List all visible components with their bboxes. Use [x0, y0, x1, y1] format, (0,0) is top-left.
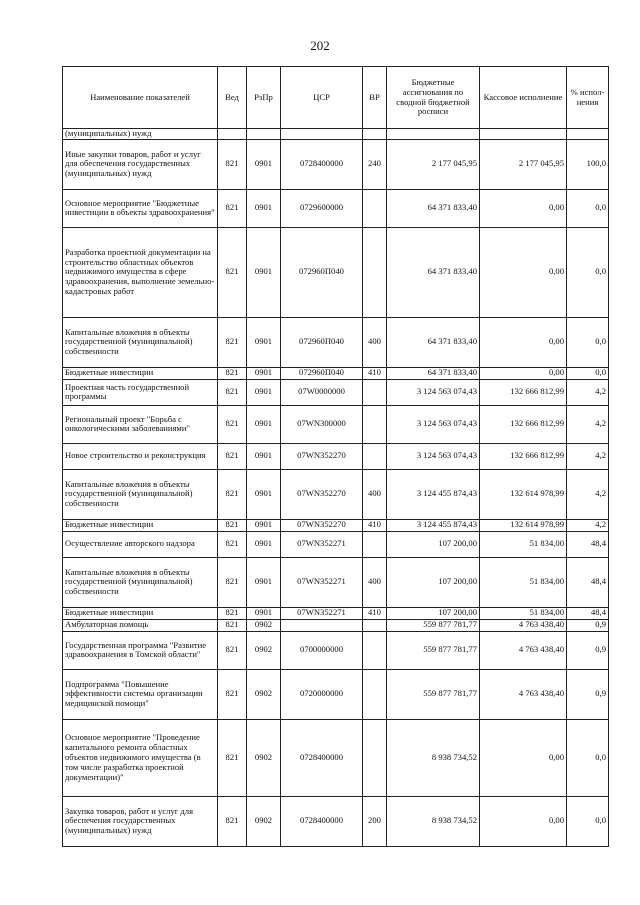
row-csr: 0720000000 — [281, 669, 363, 719]
table-row — [63, 719, 609, 796]
row-rzpr: 0901 — [247, 469, 281, 519]
row-csr: 0700000000 — [281, 631, 363, 669]
header-rzpr: РзПр — [247, 67, 281, 129]
row-execution-percent: 48,4 — [567, 557, 609, 607]
table-row — [63, 189, 609, 227]
row-name: Иные закупки товаров, работ и услуг для обеспечения государственных (муниципальных) нужд — [63, 139, 218, 189]
header-execution-percent: % испол-нения — [567, 67, 609, 129]
page-number: 202 — [310, 38, 330, 53]
row-rzpr: 0901 — [247, 531, 281, 557]
row-vr — [363, 531, 387, 557]
row-cash-execution: 0,00 — [480, 189, 567, 227]
header-cash-execution: Кассовое исполнение — [480, 67, 567, 129]
row-ved: 821 — [218, 367, 247, 379]
row-cash-execution: 4 763 438,40 — [480, 619, 567, 631]
table-row — [63, 469, 609, 519]
row-cash-execution: 132 666 812,99 — [480, 443, 567, 469]
row-assignment — [387, 129, 480, 140]
row-csr: 07W0000000 — [281, 379, 363, 405]
row-ved: 821 — [218, 557, 247, 607]
header-name: Наименование показателей — [63, 67, 218, 129]
row-ved: 821 — [218, 531, 247, 557]
row-vr: 200 — [363, 796, 387, 846]
row-ved: 821 — [218, 719, 247, 796]
row-cash-execution: 132 614 978,99 — [480, 469, 567, 519]
table-row — [63, 631, 609, 669]
row-name: Подпрограмма "Повышение эффективности системы организации медицинской помощи" — [63, 669, 218, 719]
row-assignment: 559 877 781,77 — [387, 619, 480, 631]
row-execution-percent: 48,4 — [567, 531, 609, 557]
row-csr — [281, 129, 363, 140]
row-rzpr: 0901 — [247, 227, 281, 317]
row-execution-percent: 0,0 — [567, 189, 609, 227]
row-assignment: 3 124 563 074,43 — [387, 405, 480, 443]
header-csr: ЦСР — [281, 67, 363, 129]
row-ved: 821 — [218, 619, 247, 631]
row-vr: 400 — [363, 557, 387, 607]
row-cash-execution: 4 763 438,40 — [480, 631, 567, 669]
header-ved: Вед — [218, 67, 247, 129]
row-name: Государственная программа "Развитие здравоохранения в Томской области" — [63, 631, 218, 669]
row-vr: 240 — [363, 139, 387, 189]
row-rzpr: 0902 — [247, 796, 281, 846]
row-name: Капитальные вложения в объекты государственной (муниципальной) собственности — [63, 469, 218, 519]
table-row — [63, 443, 609, 469]
row-assignment: 559 877 781,77 — [387, 669, 480, 719]
row-ved: 821 — [218, 469, 247, 519]
row-ved: 821 — [218, 379, 247, 405]
row-execution-percent: 0,0 — [567, 227, 609, 317]
row-cash-execution: 4 763 438,40 — [480, 669, 567, 719]
row-csr: 07WN352270 — [281, 443, 363, 469]
row-assignment: 559 877 781,77 — [387, 631, 480, 669]
row-name: Амбулаторная помощь — [63, 619, 218, 631]
header-assignments: Бюджетные ассигнования по сводной бюджетной росписи — [387, 67, 480, 129]
table-row — [63, 227, 609, 317]
row-cash-execution: 0,00 — [480, 227, 567, 317]
row-ved: 821 — [218, 607, 247, 619]
row-name: Капитальные вложения в объекты государственной (муниципальной) собственности — [63, 557, 218, 607]
row-cash-execution: 0,00 — [480, 367, 567, 379]
row-execution-percent: 0,0 — [567, 367, 609, 379]
table-row — [63, 796, 609, 846]
row-rzpr: 0901 — [247, 317, 281, 367]
row-ved: 821 — [218, 139, 247, 189]
row-ved: 821 — [218, 669, 247, 719]
row-vr: 400 — [363, 317, 387, 367]
row-csr: 0729600000 — [281, 189, 363, 227]
table-row — [63, 367, 609, 379]
row-execution-percent: 4,2 — [567, 519, 609, 531]
row-assignment: 107 200,00 — [387, 607, 480, 619]
row-assignment: 64 371 833,40 — [387, 227, 480, 317]
row-execution-percent: 0,0 — [567, 317, 609, 367]
row-vr: 410 — [363, 607, 387, 619]
budget-execution-table — [62, 66, 609, 847]
row-ved: 821 — [218, 443, 247, 469]
row-rzpr: 0901 — [247, 557, 281, 607]
row-ved: 821 — [218, 405, 247, 443]
row-csr: 0728400000 — [281, 796, 363, 846]
row-execution-percent: 0,0 — [567, 719, 609, 796]
row-cash-execution: 0,00 — [480, 719, 567, 796]
row-rzpr — [247, 129, 281, 140]
row-ved: 821 — [218, 189, 247, 227]
row-csr: 07WN352270 — [281, 519, 363, 531]
row-name: Региональный проект "Борьба с онкологическими заболеваниями" — [63, 405, 218, 443]
row-vr — [363, 379, 387, 405]
row-cash-execution: 0,00 — [480, 796, 567, 846]
row-ved: 821 — [218, 631, 247, 669]
row-assignment: 3 124 455 874,43 — [387, 469, 480, 519]
row-execution-percent: 4,2 — [567, 469, 609, 519]
row-execution-percent: 0,9 — [567, 619, 609, 631]
row-csr: 0728400000 — [281, 139, 363, 189]
table-row — [63, 557, 609, 607]
row-name: Основное мероприятие "Проведение капитального ремонта областных объектов недвижимого имущества (в том числе разработка проектной документации)" — [63, 719, 218, 796]
row-execution-percent: 0,9 — [567, 631, 609, 669]
row-execution-percent: 48,4 — [567, 607, 609, 619]
table-row — [63, 519, 609, 531]
row-csr: 0728400000 — [281, 719, 363, 796]
row-vr: 400 — [363, 469, 387, 519]
row-csr: 072960П040 — [281, 367, 363, 379]
row-name: Разработка проектной документации на строительство областных объектов недвижимого имущества в сфере здравоохранения, выполнение земельно-кадастровых работ — [63, 227, 218, 317]
row-cash-execution: 2 177 045,95 — [480, 139, 567, 189]
row-ved: 821 — [218, 317, 247, 367]
table-row — [63, 379, 609, 405]
row-name: Бюджетные инвестиции — [63, 519, 218, 531]
row-execution-percent: 0,0 — [567, 796, 609, 846]
table-row — [63, 607, 609, 619]
row-name: Осуществление авторского надзора — [63, 531, 218, 557]
row-cash-execution — [480, 129, 567, 140]
row-csr — [281, 619, 363, 631]
row-ved: 821 — [218, 227, 247, 317]
row-rzpr: 0902 — [247, 619, 281, 631]
row-execution-percent: 0,9 — [567, 669, 609, 719]
table-row — [63, 139, 609, 189]
row-name: Новое строительство и реконструкция — [63, 443, 218, 469]
row-assignment: 107 200,00 — [387, 531, 480, 557]
row-csr: 072960П040 — [281, 227, 363, 317]
row-rzpr: 0901 — [247, 443, 281, 469]
row-assignment: 64 371 833,40 — [387, 367, 480, 379]
row-vr — [363, 719, 387, 796]
row-cash-execution: 132 614 978,99 — [480, 519, 567, 531]
row-vr — [363, 631, 387, 669]
row-vr — [363, 129, 387, 140]
row-csr: 07WN352271 — [281, 607, 363, 619]
row-execution-percent: 4,2 — [567, 379, 609, 405]
table-row — [63, 619, 609, 631]
table-row — [63, 129, 609, 140]
table-header-row — [63, 67, 609, 129]
row-ved: 821 — [218, 796, 247, 846]
row-csr: 07WN352271 — [281, 531, 363, 557]
row-vr — [363, 669, 387, 719]
row-cash-execution: 51 834,00 — [480, 607, 567, 619]
row-assignment: 8 938 734,52 — [387, 796, 480, 846]
row-assignment: 3 124 455 874,43 — [387, 519, 480, 531]
row-rzpr: 0901 — [247, 607, 281, 619]
row-name: Капитальные вложения в объекты государственной (муниципальной) собственности — [63, 317, 218, 367]
table-body — [63, 129, 609, 847]
row-rzpr: 0901 — [247, 367, 281, 379]
row-cash-execution: 0,00 — [480, 317, 567, 367]
row-rzpr: 0901 — [247, 189, 281, 227]
row-assignment: 2 177 045,95 — [387, 139, 480, 189]
row-execution-percent — [567, 129, 609, 140]
row-csr: 07WN300000 — [281, 405, 363, 443]
header-vr: ВР — [363, 67, 387, 129]
row-vr — [363, 619, 387, 631]
row-rzpr: 0902 — [247, 669, 281, 719]
row-vr: 410 — [363, 519, 387, 531]
row-name: Бюджетные инвестиции — [63, 607, 218, 619]
table-row — [63, 317, 609, 367]
table-row — [63, 405, 609, 443]
row-name: Проектная часть государственной программы — [63, 379, 218, 405]
row-rzpr: 0901 — [247, 139, 281, 189]
row-vr — [363, 405, 387, 443]
row-csr: 07WN352270 — [281, 469, 363, 519]
row-name: Закупка товаров, работ и услуг для обеспечения государственных (муниципальных) нужд — [63, 796, 218, 846]
row-rzpr: 0902 — [247, 719, 281, 796]
table-row — [63, 669, 609, 719]
row-name: Бюджетные инвестиции — [63, 367, 218, 379]
row-assignment: 64 371 833,40 — [387, 189, 480, 227]
row-assignment: 64 371 833,40 — [387, 317, 480, 367]
row-csr: 07WN352271 — [281, 557, 363, 607]
row-rzpr: 0901 — [247, 379, 281, 405]
row-execution-percent: 4,2 — [567, 405, 609, 443]
row-rzpr: 0901 — [247, 405, 281, 443]
row-name: Основное мероприятие "Бюджетные инвестиции в объекты здравоохранения" — [63, 189, 218, 227]
row-cash-execution: 51 834,00 — [480, 557, 567, 607]
row-vr — [363, 227, 387, 317]
row-execution-percent: 4,2 — [567, 443, 609, 469]
row-assignment: 3 124 563 074,43 — [387, 379, 480, 405]
row-rzpr: 0901 — [247, 519, 281, 531]
row-execution-percent: 100,0 — [567, 139, 609, 189]
row-vr — [363, 443, 387, 469]
row-cash-execution: 132 666 812,99 — [480, 379, 567, 405]
row-assignment: 8 938 734,52 — [387, 719, 480, 796]
row-cash-execution: 132 666 812,99 — [480, 405, 567, 443]
row-rzpr: 0902 — [247, 631, 281, 669]
row-vr — [363, 189, 387, 227]
row-assignment: 107 200,00 — [387, 557, 480, 607]
row-csr: 072960П040 — [281, 317, 363, 367]
row-vr: 410 — [363, 367, 387, 379]
row-ved — [218, 129, 247, 140]
row-name: (муниципальных) нужд — [63, 129, 218, 140]
table-row — [63, 531, 609, 557]
row-assignment: 3 124 563 074,43 — [387, 443, 480, 469]
row-cash-execution: 51 834,00 — [480, 531, 567, 557]
row-ved: 821 — [218, 519, 247, 531]
